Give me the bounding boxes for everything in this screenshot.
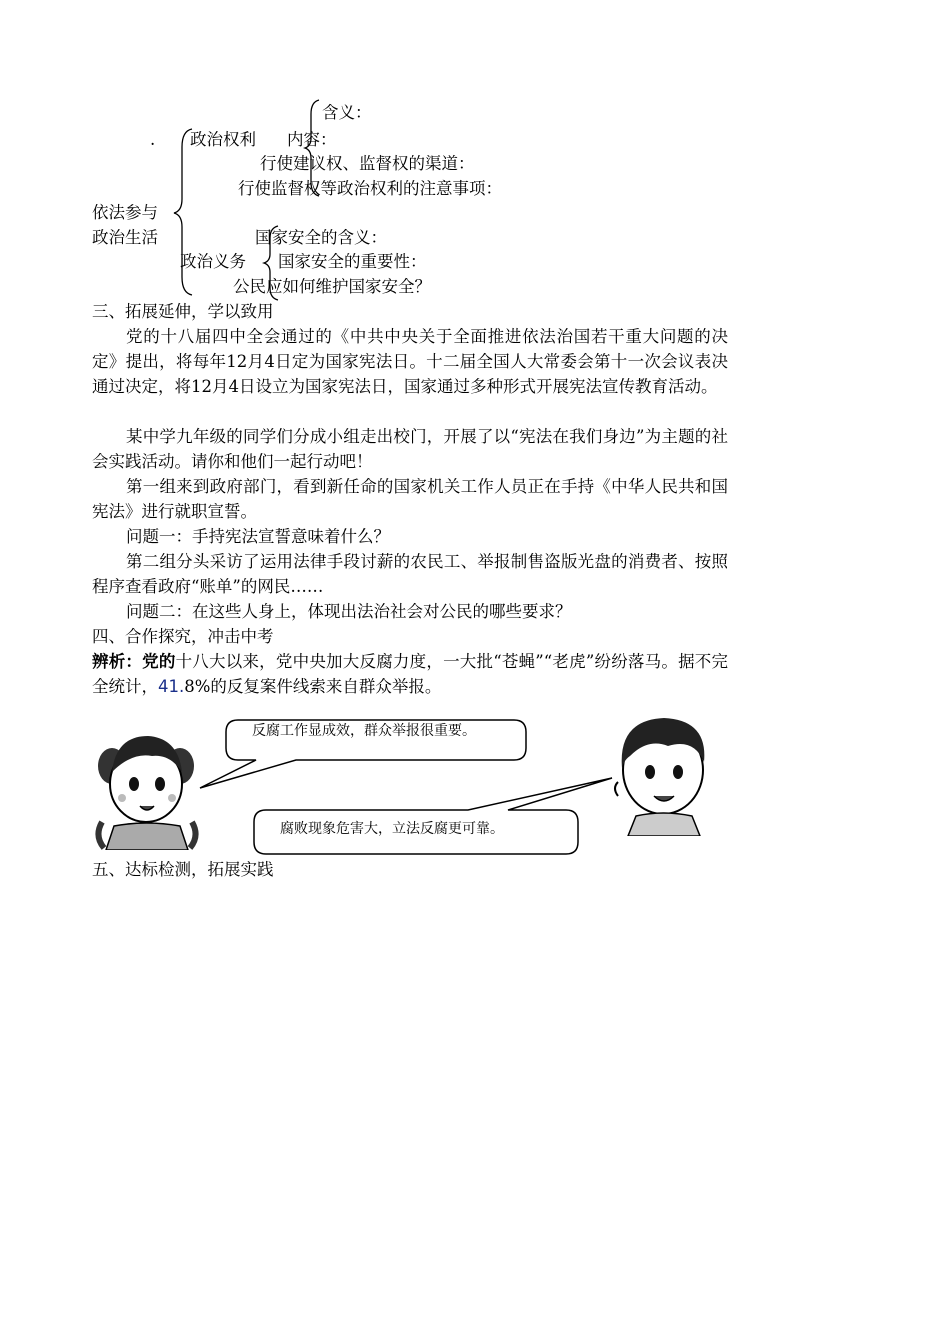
duty-importance: 国家安全的重要性： bbox=[278, 252, 427, 271]
section-3-paragraph-4: 第二组分头采访了运用法律手段讨薪的农民工、举报制售盗版光盘的消费者、按照程序查看政府“账单”的网民…… bbox=[92, 552, 728, 596]
question-2: 问题二：在这些人身上，体现出法治社会对公民的哪些要求？ bbox=[126, 602, 572, 621]
analysis-text-a: 十八大以来，党中央加大反腐力度，一大批“苍蝇”“老虎”纷纷落马。据不完全统计， bbox=[92, 652, 728, 696]
section-3-paragraph-2: 某中学九年级的同学们分成小组走出校门，开展了以“宪法在我们身边”为主题的社会实践活动。请你和他们一起行动吧！ bbox=[92, 427, 728, 471]
girl-illustration bbox=[92, 726, 202, 850]
boy-speech-text: 腐败现象危害大，立法反腐更可靠。 bbox=[280, 821, 504, 837]
analysis-number: 41. bbox=[158, 677, 185, 696]
section-5-title: 五、达标检测，拓展实践 bbox=[92, 860, 274, 879]
boy-illustration bbox=[608, 712, 714, 836]
rights-notes: 行使监督权等政治权利的注意事项： bbox=[238, 179, 502, 198]
duty-how: 公民应如何维护国家安全？ bbox=[233, 277, 431, 296]
root-label-1: 依法参与 bbox=[92, 203, 158, 222]
girl-speech-text: 反腐工作显成效，群众举报很重要。 bbox=[252, 723, 476, 739]
rights-label: 政治权利 bbox=[190, 130, 256, 149]
rights-meaning: 含义： bbox=[322, 103, 372, 122]
rights-content: 内容： bbox=[287, 130, 337, 149]
section-3-title: 三、拓展延伸，学以致用 bbox=[92, 302, 274, 321]
duty-meaning: 国家安全的含义： bbox=[255, 228, 387, 247]
rights-channel: 行使建议权、监督权的渠道： bbox=[260, 154, 475, 173]
section-4-analysis bbox=[92, 649, 728, 699]
section-3-paragraph-3: 第一组来到政府部门，看到新任命的国家机关工作人员正在手持《中华人民共和国宪法》进行就职宣誓。 bbox=[92, 477, 728, 521]
section-4-title: 四、合作探究，冲击中考 bbox=[92, 627, 274, 646]
analysis-text-b: 8%的反复案件线索来自群众举报。 bbox=[184, 677, 442, 696]
duty-label: 政治义务 bbox=[180, 252, 246, 271]
section-3-paragraph-1: 党的十八届四中全会通过的《中共中央关于全面推进依法治国若干重大问题的决定》提出，将每年12月4日定为国家宪法日。十二届全国人大常委会第十一次会议表决通过决定，将12月4日设立为国家宪法日，国家通过多种形式开展宪法宣传教育活动。 bbox=[92, 327, 728, 396]
analysis-label: 辨析：党的 bbox=[92, 652, 176, 671]
outline-dot: . bbox=[150, 130, 156, 149]
root-label-2: 政治生活 bbox=[92, 228, 158, 247]
boy-speech-bubble bbox=[248, 774, 618, 858]
question-1: 问题一：手持宪法宣誓意味着什么？ bbox=[126, 527, 390, 546]
